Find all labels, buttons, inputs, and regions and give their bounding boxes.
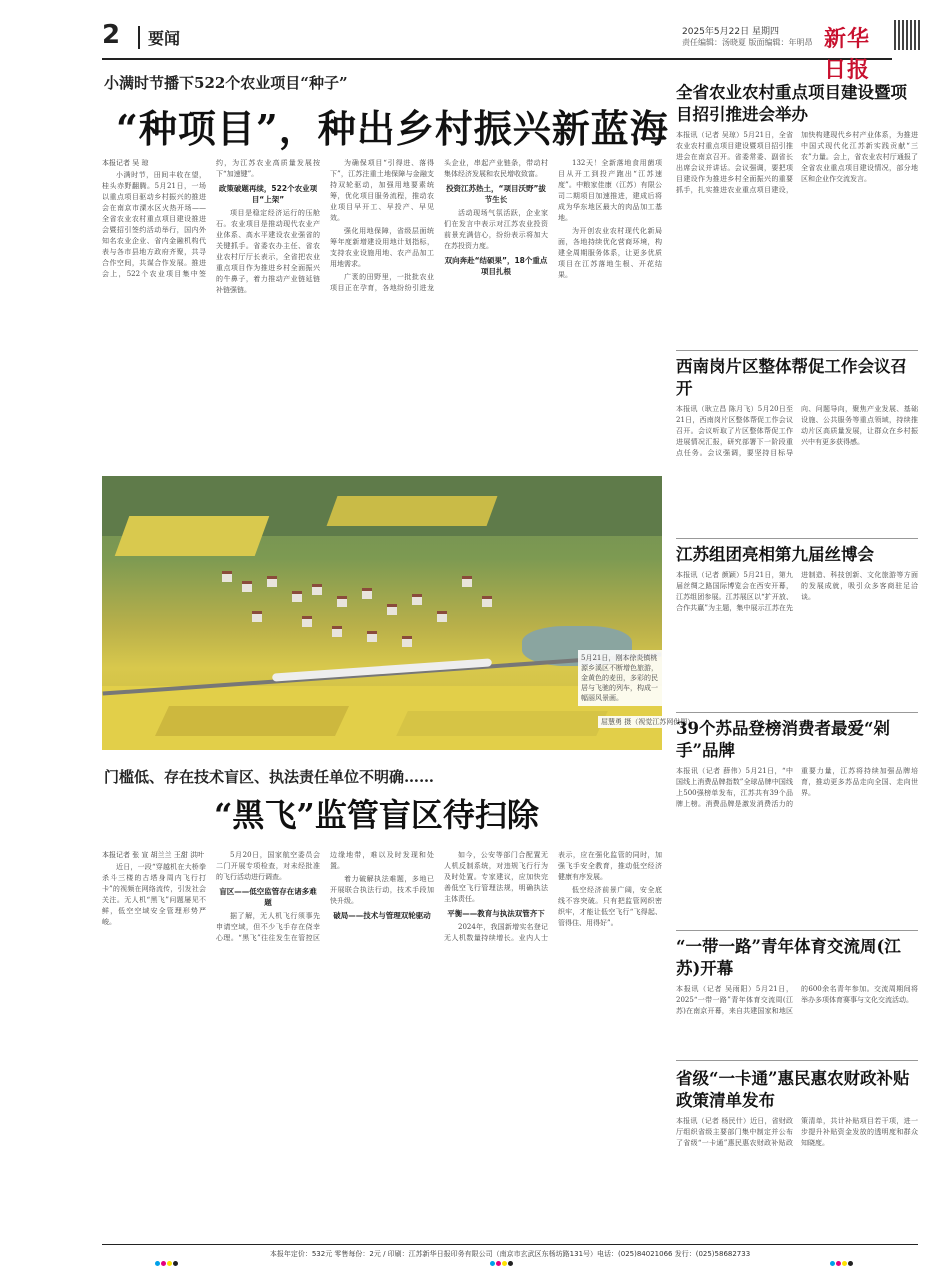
side-story xyxy=(676,936,918,1054)
side-body: 本报讯（耿立昌 陈月飞）5月20日至21日，西南岗片区整体帮促工作会议召开。会议听取了片区整体帮促工作进展情况汇报，研究部署下一阶段重点任务。会议强调，要坚持目标导向、问题导向，聚焦产业发展、基础设施、公共服务等重点领域，持续推动片区高质量发展，让群众在乡村振兴中有更多获得感。 xyxy=(676,405,918,457)
side-headline: 省级“一卡通”惠民惠农财政补贴政策清单发布 xyxy=(676,1069,910,1110)
main-byline: 本报记者 吴 琼 xyxy=(102,159,149,167)
paragraph: 如今，公安等部门合配置无人机反制系统，对违规飞行行为及时处置。专家建议，应加快完善低空飞行管理法规，明确执法主体责任。 xyxy=(444,851,548,903)
side-story xyxy=(676,82,918,344)
lower-headline: “黑飞”监管盲区待扫除 xyxy=(214,796,539,834)
section-title: 要闻 xyxy=(138,26,180,49)
color-registration-marks xyxy=(490,1260,514,1268)
issue-date: 2025年5月22日 星期四 xyxy=(682,27,779,37)
color-registration-marks xyxy=(155,1260,179,1268)
paragraph: 2024年，我国新增实名登记无人机数量持续增长。业内人士表示，应在强化监管的同时，加强飞手安全教育，推动低空经济健康有序发展。 xyxy=(444,851,662,942)
paragraph: 为确保项目“引得进、落得下”，江苏注重土地保障与金融支持双轮驱动，加强用地要素统筹，优化项目服务流程，推动农业项目早开工、早投产、早见效。 xyxy=(330,159,434,222)
lower-article-body xyxy=(102,850,662,1242)
side-body: 本报讯（记者 颜颖）5月21日，第九届丝绸之路国际博览会在西安开幕，江苏组团参展。江苏展区以“扩开放、合作共赢”为主题，集中展示江苏在先进制造、科技创新、文化旅游等方面的发展成就，吸引众多客商驻足洽谈。 xyxy=(676,571,918,612)
editor-credits: 责任编辑：汤晓夏 版面编辑：年明昂 xyxy=(682,38,813,47)
paragraph: 项目是稳定经济运行的压舱石。农业项目是推动现代农业产业体系、高水平建设农业强省的关键抓手。省委农办主任、省农业农村厅厅长表示，全省把农业重点项目作为推进乡村全面振兴的牛鼻子，着力推动产业链延链补链强链。 xyxy=(216,209,320,294)
side-headline: 39个苏品登榜消费者最爱“剁手”品牌 xyxy=(676,719,890,760)
qr-code-icon[interactable] xyxy=(894,20,920,50)
side-headline: 全省农业农村重点项目建设暨项目招引推进会举办 xyxy=(676,83,907,124)
divider xyxy=(676,1060,918,1061)
village-aerial-photo xyxy=(102,476,662,750)
lower-byline: 本报记者 张 宣 胡兰兰 王甜 洪叶 xyxy=(102,851,205,859)
divider xyxy=(676,538,918,539)
paragraph: 5月20日，国家航空委员会二门开展专项检查，对未经批准的飞行活动进行调查。 xyxy=(216,851,320,881)
side-body: 本报讯（记者 杨民什）近日，省财政厅组织省级主要部门集中制定并公布了省级“一卡通”惠民惠农财政补贴政策清单，共计补贴项目若干项，进一步提升补贴资金发放的透明度和群众知晓度。 xyxy=(676,1117,918,1147)
subheading: 平衡——教育与执法双管齐下 xyxy=(447,909,545,918)
divider xyxy=(676,712,918,713)
main-headline: “种项目”，种出乡村振兴新蓝海 xyxy=(116,106,669,151)
subheading: 双向奔赴“结硕果”，18个重点项目扎根 xyxy=(444,256,548,276)
paragraph: 广袤的田野里，一批批农业项目正在孕育，各地纷纷引进龙头企业，串起产业链条，带动村集体经济发展和农民增收致富。 xyxy=(330,159,548,292)
paragraph: 活动现场气氛活跃，企业家们在发言中表示对江苏农业投资前景充满信心，纷纷表示将加大在苏投资力度。 xyxy=(444,209,548,250)
subheading: 破局——技术与管理双轮驱动 xyxy=(333,911,431,920)
paragraph: 低空经济前景广阔，安全底线不容突破。只有把监管网织密织牢，才能让低空飞行“飞得起、管得住、用得好”。 xyxy=(558,886,662,927)
side-story xyxy=(676,544,918,714)
side-headline: “一带一路”青年体育交流周(江苏)开幕 xyxy=(676,937,901,978)
divider xyxy=(676,930,918,931)
side-story xyxy=(676,718,918,930)
side-body: 本报讯（记者 吴琼）5月21日，全省农业农村重点项目建设暨项目招引推进会在南京召开。省委常委、副省长出席会议并讲话。会议强调，要把项目建设作为推进乡村全面振兴的重要抓手，扎实推进农业重点项目建设，加快构建现代乡村产业体系，为推进中国式现代化江苏新实践贡献“三农”力量。会上，省农业农村厅通报了全省农业重点项目建设情况，部分地区和企业作交流发言。 xyxy=(676,131,918,194)
subheading: 投资江苏热土，“项目沃野”拔节生长 xyxy=(446,184,546,204)
side-headline: 江苏组团亮相第九届丝博会 xyxy=(676,545,874,564)
paragraph: 近日，一段“穿越机在大桥拳杀斗三楼的古塔身周内飞行打卡”的视频在网络流传，引发社会关注。无人机“黑飞”问题屡见不鲜，低空空域安全管理形势严峻。 xyxy=(102,863,206,926)
paragraph: 强化用地保障，省级层面统筹年度新增建设用地计划指标，支持农业设施用地、农产品加工用地需求。 xyxy=(330,227,434,268)
subheading: 政策破题再续，522个农业项目“上架” xyxy=(218,184,318,204)
subheading: 盲区——低空监管存在诸多难题 xyxy=(219,887,317,907)
main-kicker: 小满时节播下522个农业项目“种子” xyxy=(104,74,348,92)
divider xyxy=(676,350,918,351)
side-body: 本报讯（记者 吴雨阳）5月21日，2025“一带一路”青年体育交流周(江苏)在南京开幕，来自共建国家和地区的600余名青年参加。交流周期间将举办多项体育赛事与文化交流活动。 xyxy=(676,985,918,1015)
photo-credit: 屈慧勇 摄（视觉江苏网供图） xyxy=(598,716,697,728)
main-article-body xyxy=(102,158,662,476)
paragraph: 为开创农业农村现代化新局面，各地持续优化营商环境，构建全周期服务体系，让更多优质项目在江苏落地生根、开花结果。 xyxy=(558,227,662,279)
photo-caption: 5月21日，刚本徐炎镇桃源乡溪区不断增色旅游，金黄色的麦田，多彩的民居与飞驰的列车，构成一幅丽风景画。 xyxy=(578,650,666,706)
side-headline: 西南岗片区整体帮促工作会议召开 xyxy=(676,357,907,398)
side-story xyxy=(676,356,918,532)
side-story xyxy=(676,1068,918,1240)
paragraph: 着力破解执法难题，多地已开展联合执法行动，技术手段加快升级。 xyxy=(330,875,434,905)
masthead-logo: 新华日报 xyxy=(824,26,871,83)
page-number: 2 xyxy=(102,20,121,50)
paragraph: 据了解，无人机飞行须事先申请空域，但不少飞手存在侥幸心理。“黑飞”往往发生在管控区边缘地带，难以及时发现和处置。 xyxy=(216,851,434,942)
paragraph: 132天！全新落地食用菌项目从开工到投产跑出“江苏速度”。中粮家佳康（江苏）有限公司二期项目加速推进，建成后将成为华东地区最大的肉品加工基地。 xyxy=(558,159,662,222)
side-body: 本报讯（记者 薛伟）5月21日，“中国线上消费品牌指数”全球品牌中国线上500强榜单发布，江苏共有39个品牌上榜。消费品牌是激发消费活力的重要力量，江苏将持续加强品牌培育，推动更多苏品走向全国、走向世界。 xyxy=(676,767,918,808)
page-footer: 本报年定价：532元 零售每份：2元 / 印刷：江苏新华日报印务有限公司（南京市玄武区东杨坊路131号）电话：(025)84021066 发行：(025)58682733 xyxy=(102,1244,918,1259)
color-registration-marks xyxy=(830,1260,854,1268)
lower-kicker: 门槛低、存在技术盲区、执法责任单位不明确…… xyxy=(104,768,435,786)
paragraph: 小满时节，田间丰收在望，桂头赤野翻腾。5月21日，一场以重点项目驱动乡村振兴的推进会在南京市溧水区火热开场——全省农业农村重点项目建设推进会暨招引签约活动举行，国内外知名农业企业、省内金融机构代表与各市县地方政府齐聚，共寻合作空间，共谋合作发展。推进会上，522个农业项目集中签约，为江苏农业高质量发展按下“加速键”。 xyxy=(102,159,320,278)
